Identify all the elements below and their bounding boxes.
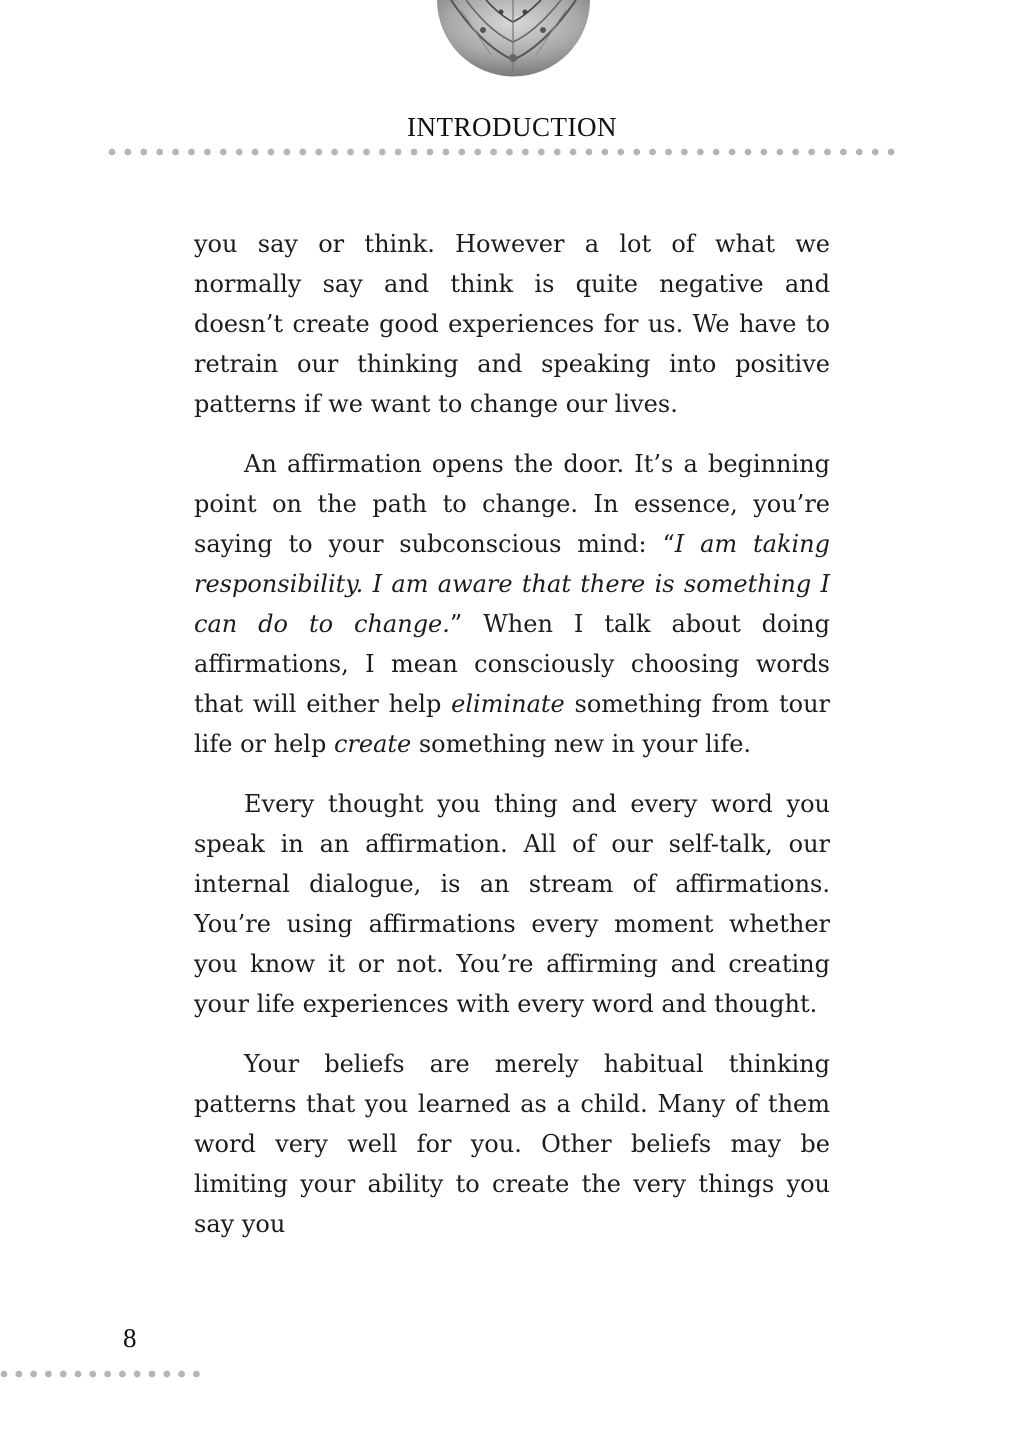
dot-ornament [204, 149, 211, 156]
dot-ornament [776, 149, 783, 156]
dot-ornament [888, 149, 895, 156]
page-number: 8 [123, 1323, 137, 1353]
dot-ornament [665, 149, 672, 156]
paragraph [194, 784, 830, 1024]
dot-ornament [617, 149, 624, 156]
italic-text: I am taking responsibility. I am aware that there is something I can do to change. [194, 530, 831, 638]
text-run: ” When I talk about doing affirmations, I mean consciously choosing words that will either help [194, 610, 830, 718]
footer-dotted-rule [0, 1368, 210, 1380]
dot-ornament [284, 149, 291, 156]
dot-ornament [347, 149, 354, 156]
dot-ornament [808, 149, 815, 156]
dot-ornament [649, 149, 656, 156]
dot-ornament [395, 149, 402, 156]
dot-ornament [602, 149, 609, 156]
paragraph [194, 444, 830, 764]
dot-ornament [729, 149, 736, 156]
dot-ornament [411, 149, 418, 156]
dot-ornament [761, 149, 768, 156]
dot-ornament [522, 149, 529, 156]
dot-ornament [140, 149, 147, 156]
dot-ornament [1, 1371, 8, 1378]
dot-ornament [125, 149, 132, 156]
dot-ornament [315, 149, 322, 156]
dot-ornament [60, 1371, 67, 1378]
dot-ornament [363, 149, 370, 156]
dot-ornament [697, 149, 704, 156]
dot-ornament [163, 1371, 170, 1378]
text-run: Every thought you thing and every word you speak in an affirmation. All of our self-talk, our internal dialogue, is an stream of affirmations. You’re using affirmations every moment whether you know it or not. You’re affirming and creating your life experiences with every word and thought. [194, 790, 830, 1018]
text-run: something from tour life or help [194, 690, 830, 758]
dot-ornament [458, 149, 465, 156]
dot-ornament [840, 149, 847, 156]
dot-ornament [89, 1371, 96, 1378]
dot-ornament [490, 149, 497, 156]
dot-ornament [570, 149, 577, 156]
paragraph [194, 1044, 830, 1244]
paragraph [194, 224, 830, 424]
dot-ornament [792, 149, 799, 156]
dot-ornament [172, 149, 179, 156]
dot-ornament [586, 149, 593, 156]
text-run: you say or think. However a lot of what we normally say and think is quite negative and doesn’t create good experiences for us. We have to retrain our thinking and speaking into positive patterns if we want to change our lives. [194, 230, 830, 418]
dot-ornament [193, 1371, 200, 1378]
dot-ornament [506, 149, 513, 156]
text-run: something new in your life. [411, 730, 752, 758]
dot-ornament [299, 149, 306, 156]
dot-ornament [633, 149, 640, 156]
dot-ornament [474, 149, 481, 156]
dot-ornament [538, 149, 545, 156]
dot-ornament [119, 1371, 126, 1378]
dot-ornament [554, 149, 561, 156]
dot-ornament [156, 149, 163, 156]
dot-ornament [134, 1371, 141, 1378]
dot-ornament [331, 149, 338, 156]
dot-ornament [236, 149, 243, 156]
dot-ornament [45, 1371, 52, 1378]
dot-ornament [745, 149, 752, 156]
italic-text: create [333, 730, 412, 758]
dot-ornament [379, 149, 386, 156]
dot-ornament [427, 149, 434, 156]
dot-ornament [220, 149, 227, 156]
dot-ornament [872, 149, 879, 156]
text-run: Your beliefs are merely habitual thinking patterns that you learned as a child. Many of them word very well for you. Other beliefs may be limiting your ability to create the very things you say you [194, 1050, 830, 1238]
italic-text: eliminate [451, 690, 565, 718]
dot-ornament [252, 149, 259, 156]
dot-ornament [104, 1371, 111, 1378]
body-text [194, 224, 830, 1264]
dot-ornament [149, 1371, 156, 1378]
dot-ornament [681, 149, 688, 156]
dot-ornament [109, 149, 116, 156]
dot-ornament [178, 1371, 185, 1378]
dot-ornament [856, 149, 863, 156]
dot-ornament [15, 1371, 22, 1378]
dot-ornament [824, 149, 831, 156]
running-header-title: INTRODUCTION [407, 112, 617, 142]
dot-ornament [443, 149, 450, 156]
dot-ornament [75, 1371, 82, 1378]
dot-ornament [713, 149, 720, 156]
mandala-ornament-icon [431, 0, 596, 78]
header-dotted-rule [108, 146, 898, 158]
dot-ornament [30, 1371, 37, 1378]
dot-ornament [268, 149, 275, 156]
text-run: An affirmation opens the door. It’s a beginning point on the path to change. In essence, you’re saying to your subconscious mind: “ [194, 450, 830, 558]
dot-ornament [188, 149, 195, 156]
